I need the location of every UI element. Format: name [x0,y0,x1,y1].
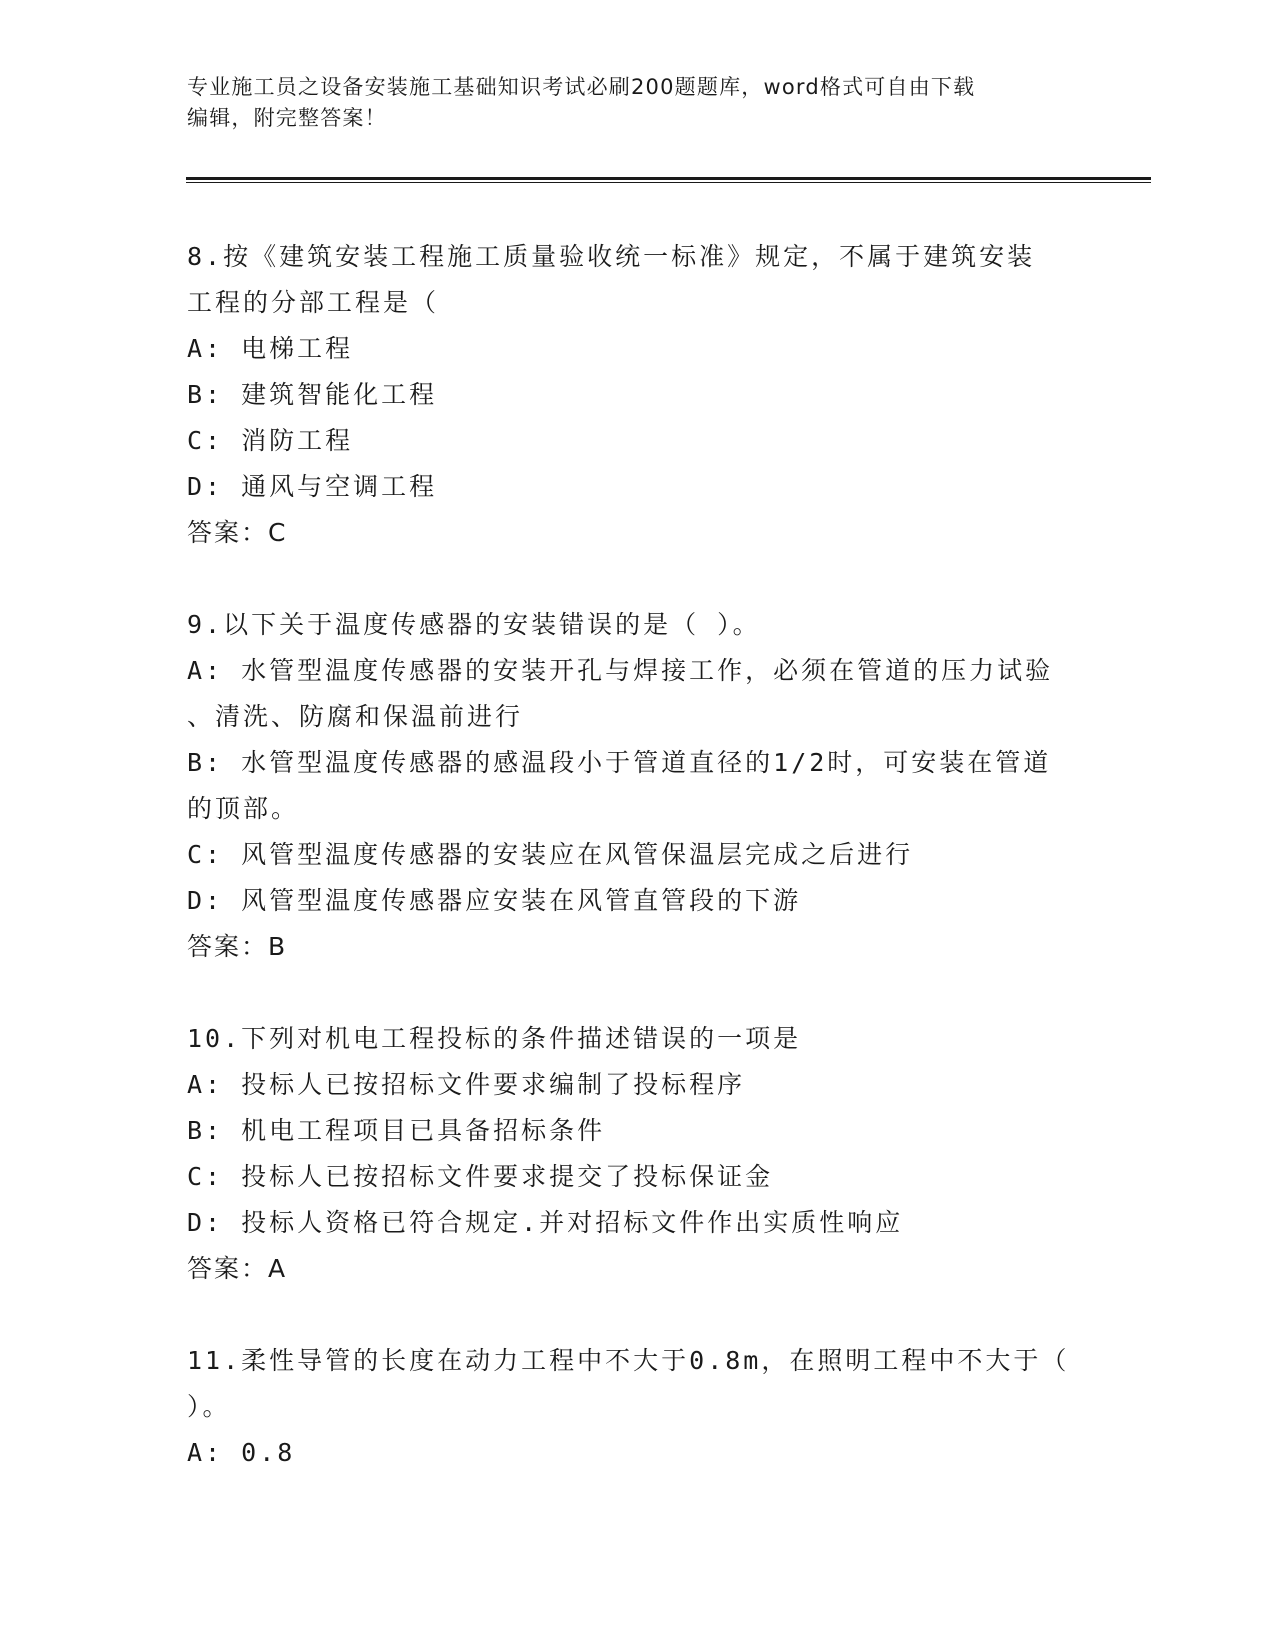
option-d: D: 通风与空调工程 [187,472,438,501]
header-divider-thin [186,182,1151,183]
option-a: A: 投标人已按招标文件要求编制了投标程序 [187,1070,746,1099]
answer-label: 答案：A [187,1254,288,1283]
option-c: C: 消防工程 [187,426,354,455]
header-divider-thick [186,177,1151,180]
option-a: A: 电梯工程 [187,334,354,363]
question-text: 10.下列对机电工程投标的条件描述错误的一项是 [187,1024,802,1053]
question-text: 11.柔性导管的长度在动力工程中不大于0.8m，在照明工程中不大于（ ）。 [187,1346,1070,1421]
option-a: A: 水管型温度传感器的安装开孔与焊接工作，必须在管道的压力试验 、清洗、防腐和保温前进行 [187,656,1054,731]
question-10 [187,1016,1087,1292]
question-11 [187,1338,1087,1476]
option-c: C: 投标人已按招标文件要求提交了投标保证金 [187,1162,774,1191]
answer-label: 答案：B [187,932,288,961]
document-header: 专业施工员之设备安装施工基础知识考试必刷200题题库，word格式可自由下载 编辑，附完整答案！ [187,75,976,130]
option-c: C: 风管型温度传感器的安装应在风管保温层完成之后进行 [187,840,914,869]
question-text: 9.以下关于温度传感器的安装错误的是（ ）。 [187,610,761,639]
option-a: A: 0.8 [187,1438,296,1467]
option-b: B: 建筑智能化工程 [187,380,438,409]
answer-label: 答案：C [187,518,288,547]
question-9 [187,602,1087,970]
question-list [187,234,1087,1522]
question-8 [187,234,1087,556]
option-b: B: 水管型温度传感器的感温段小于管道直径的1/2时，可安装在管道 的顶部。 [187,748,1052,823]
question-text: 8.按《建筑安装工程施工质量验收统一标准》规定，不属于建筑安装 工程的分部工程是（ [187,242,1036,317]
option-d: D: 投标人资格已符合规定.并对招标文件作出实质性响应 [187,1208,904,1237]
option-b: B: 机电工程项目已具备招标条件 [187,1116,606,1145]
option-d: D: 风管型温度传感器应安装在风管直管段的下游 [187,886,802,915]
